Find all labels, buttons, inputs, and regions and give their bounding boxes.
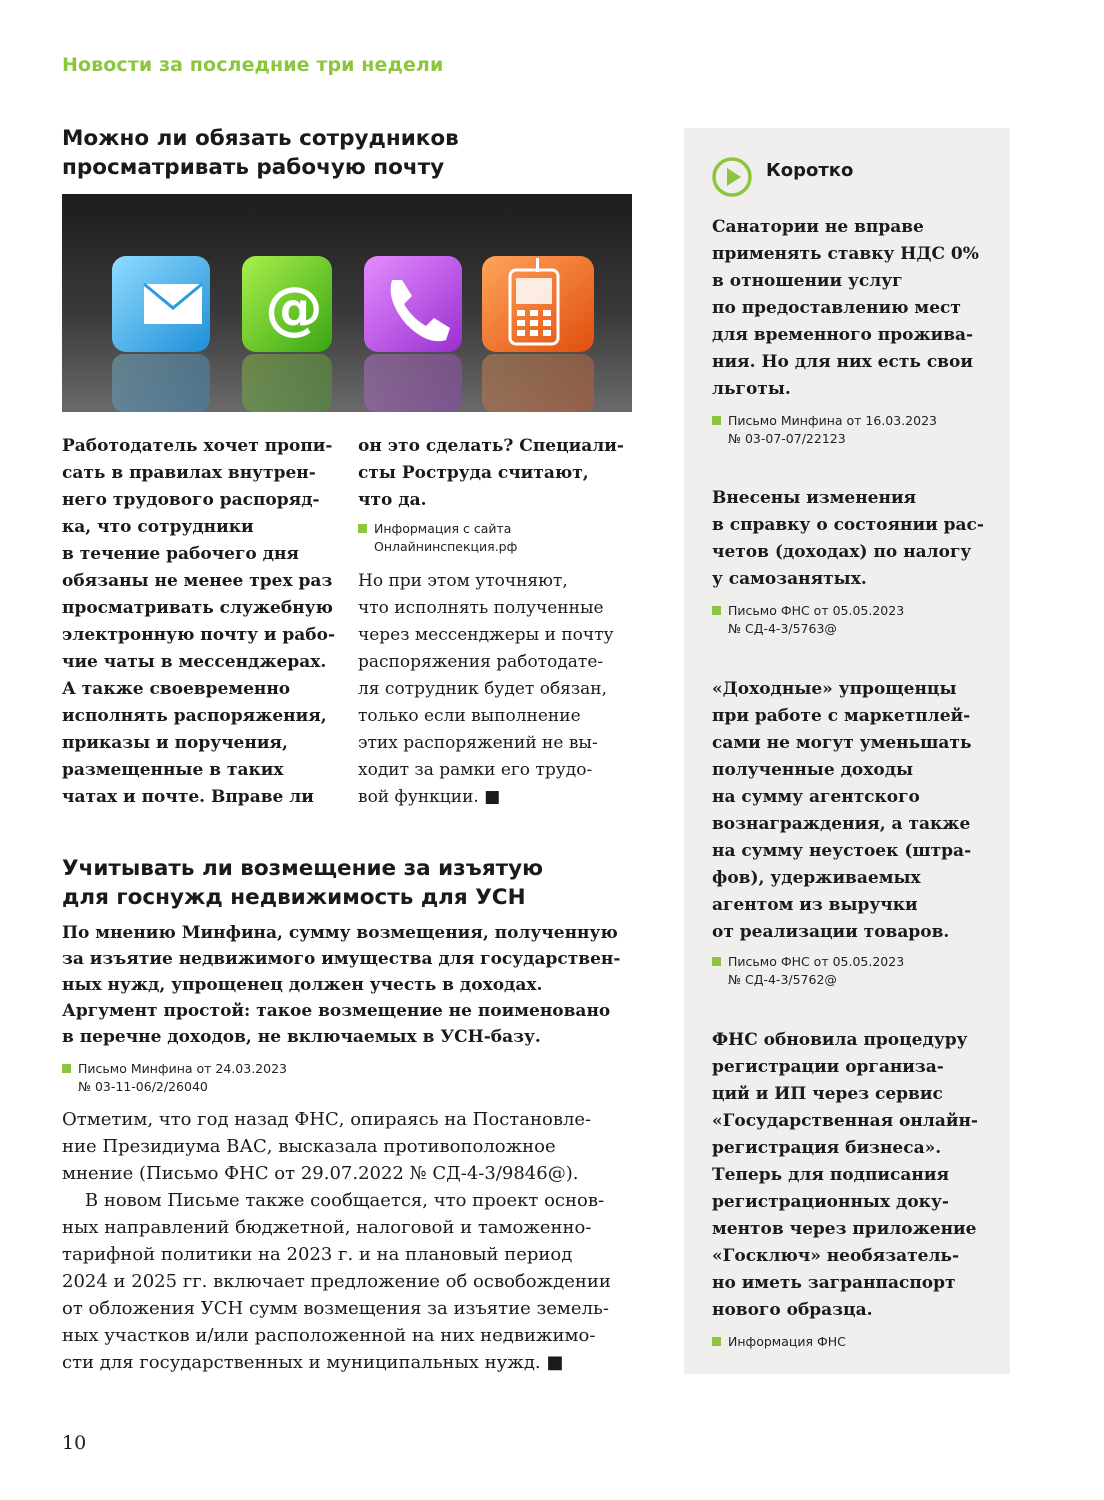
article-2-source: Письмо Минфина от 24.03.2023 № 03-11-06/2/26040 <box>62 1060 287 1096</box>
article-2-lead: По мнению Минфина, сумму возмещения, полученную за изъятие недвижимого имущества для государствен- ных нужд, упрощенец должен учесть в доходах. Аргумент простой: такое возмещение не поименовано в перечне доходов, не включаемых в УСН-базу. <box>62 923 621 1047</box>
sidebar-item-2: Внесены изменения в справку о состоянии рас- четов (доходах) по налогу у самозанятых. <box>712 488 984 589</box>
sidebar-item-2-source: Письмо ФНС от 05.05.2023 № СД-4-3/5763@ <box>712 602 904 638</box>
sidebar-item-1: Санатории не вправе применять ставку НДС 0% в отношении услуг по предоставлению мест для временного прожива- ния. Но для них есть свои льготы. <box>712 217 979 399</box>
sidebar-item-4: ФНС обновила процедуру регистрации организа- ций и ИП через сервис «Государственная онлайн- регистрация бизнеса». Теперь для подписания регистрационных доку- ментов через приложение «Госключ» необязатель- но иметь загранпаспорт нового образца. <box>712 1030 978 1320</box>
article-1-photo <box>62 194 632 412</box>
mobile-cube <box>482 256 594 352</box>
article-2-body: Отметим, что год назад ФНС, опираясь на Постановле- ние Президиума ВАС, высказала противоположное мнение (Письмо ФНС от 29.07.2022 № СД-4-3/9846@). В новом Письме также сообщается, что проект основ- ных направлений бюджетной, налоговой и таможенно- тарифной политики на 2023 г. и на плановый период 2024 и 2025 гг. включает предложение об освобождении от обложения УСН сумм возмещения за изъятие земель- ных участков и/или расположенной на них недвижимо- сти для государственных и муниципальных нужд. ■ <box>62 1109 611 1373</box>
sidebar-item-4-source: Информация ФНС <box>712 1333 846 1351</box>
page-number: 10 <box>62 1432 87 1454</box>
svg-text:@: @ <box>265 274 323 342</box>
envelope-cube <box>112 256 210 352</box>
play-circle-icon <box>711 156 753 198</box>
phone-cube <box>364 256 462 352</box>
sidebar-item-3-source: Письмо ФНС от 05.05.2023 № СД-4-3/5762@ <box>712 953 904 989</box>
article-1-column-1: Работодатель хочет пропи- сать в правилах внутрен- него трудового распоряд- ка, что сотрудники в течение рабочего дня обязаны не менее трех раз просматривать служебную электронную почту и рабо- чие чаты в мессенджерах. А также своевременно исполнять распоряжения, приказы и поручения, размещенные в таких чатах и почте. Вправе ли <box>62 436 336 807</box>
article-2-title: Учитывать ли возмещение за изъятую для госнужд недвижимость для УСН <box>62 856 543 910</box>
sidebar-title: Коротко <box>766 160 854 181</box>
section-title: Новости за последние три недели <box>62 54 444 76</box>
article-1-column-2-text: Но при этом уточняют, что исполнять полученные через мессенджеры и почту распоряжения работодате- ля сотрудник будет обязан, только если выполнение этих распоряжений не вы- ходит за рамки его трудо- вой функции. ■ <box>358 571 614 807</box>
article-1-title: Можно ли обязать сотрудников просматривать рабочую почту <box>62 126 459 180</box>
sidebar-item-1-source: Письмо Минфина от 16.03.2023 № 03-07-07/22123 <box>712 412 937 448</box>
sidebar-item-3: «Доходные» упрощенцы при работе с маркетплей- сами не могут уменьшать полученные доходы на сумму агентского вознаграждения, а также на сумму неустоек (штра- фов), удерживаемых агентом из выручки от реализации товаров. <box>712 679 972 942</box>
article-1-column-2-bold: он это сделать? Специали- сты Роструда считают, что да. <box>358 436 624 510</box>
at-sign-cube <box>242 256 332 352</box>
article-1-source: Информация с сайта Онлайнинспекция.рф <box>358 520 517 556</box>
